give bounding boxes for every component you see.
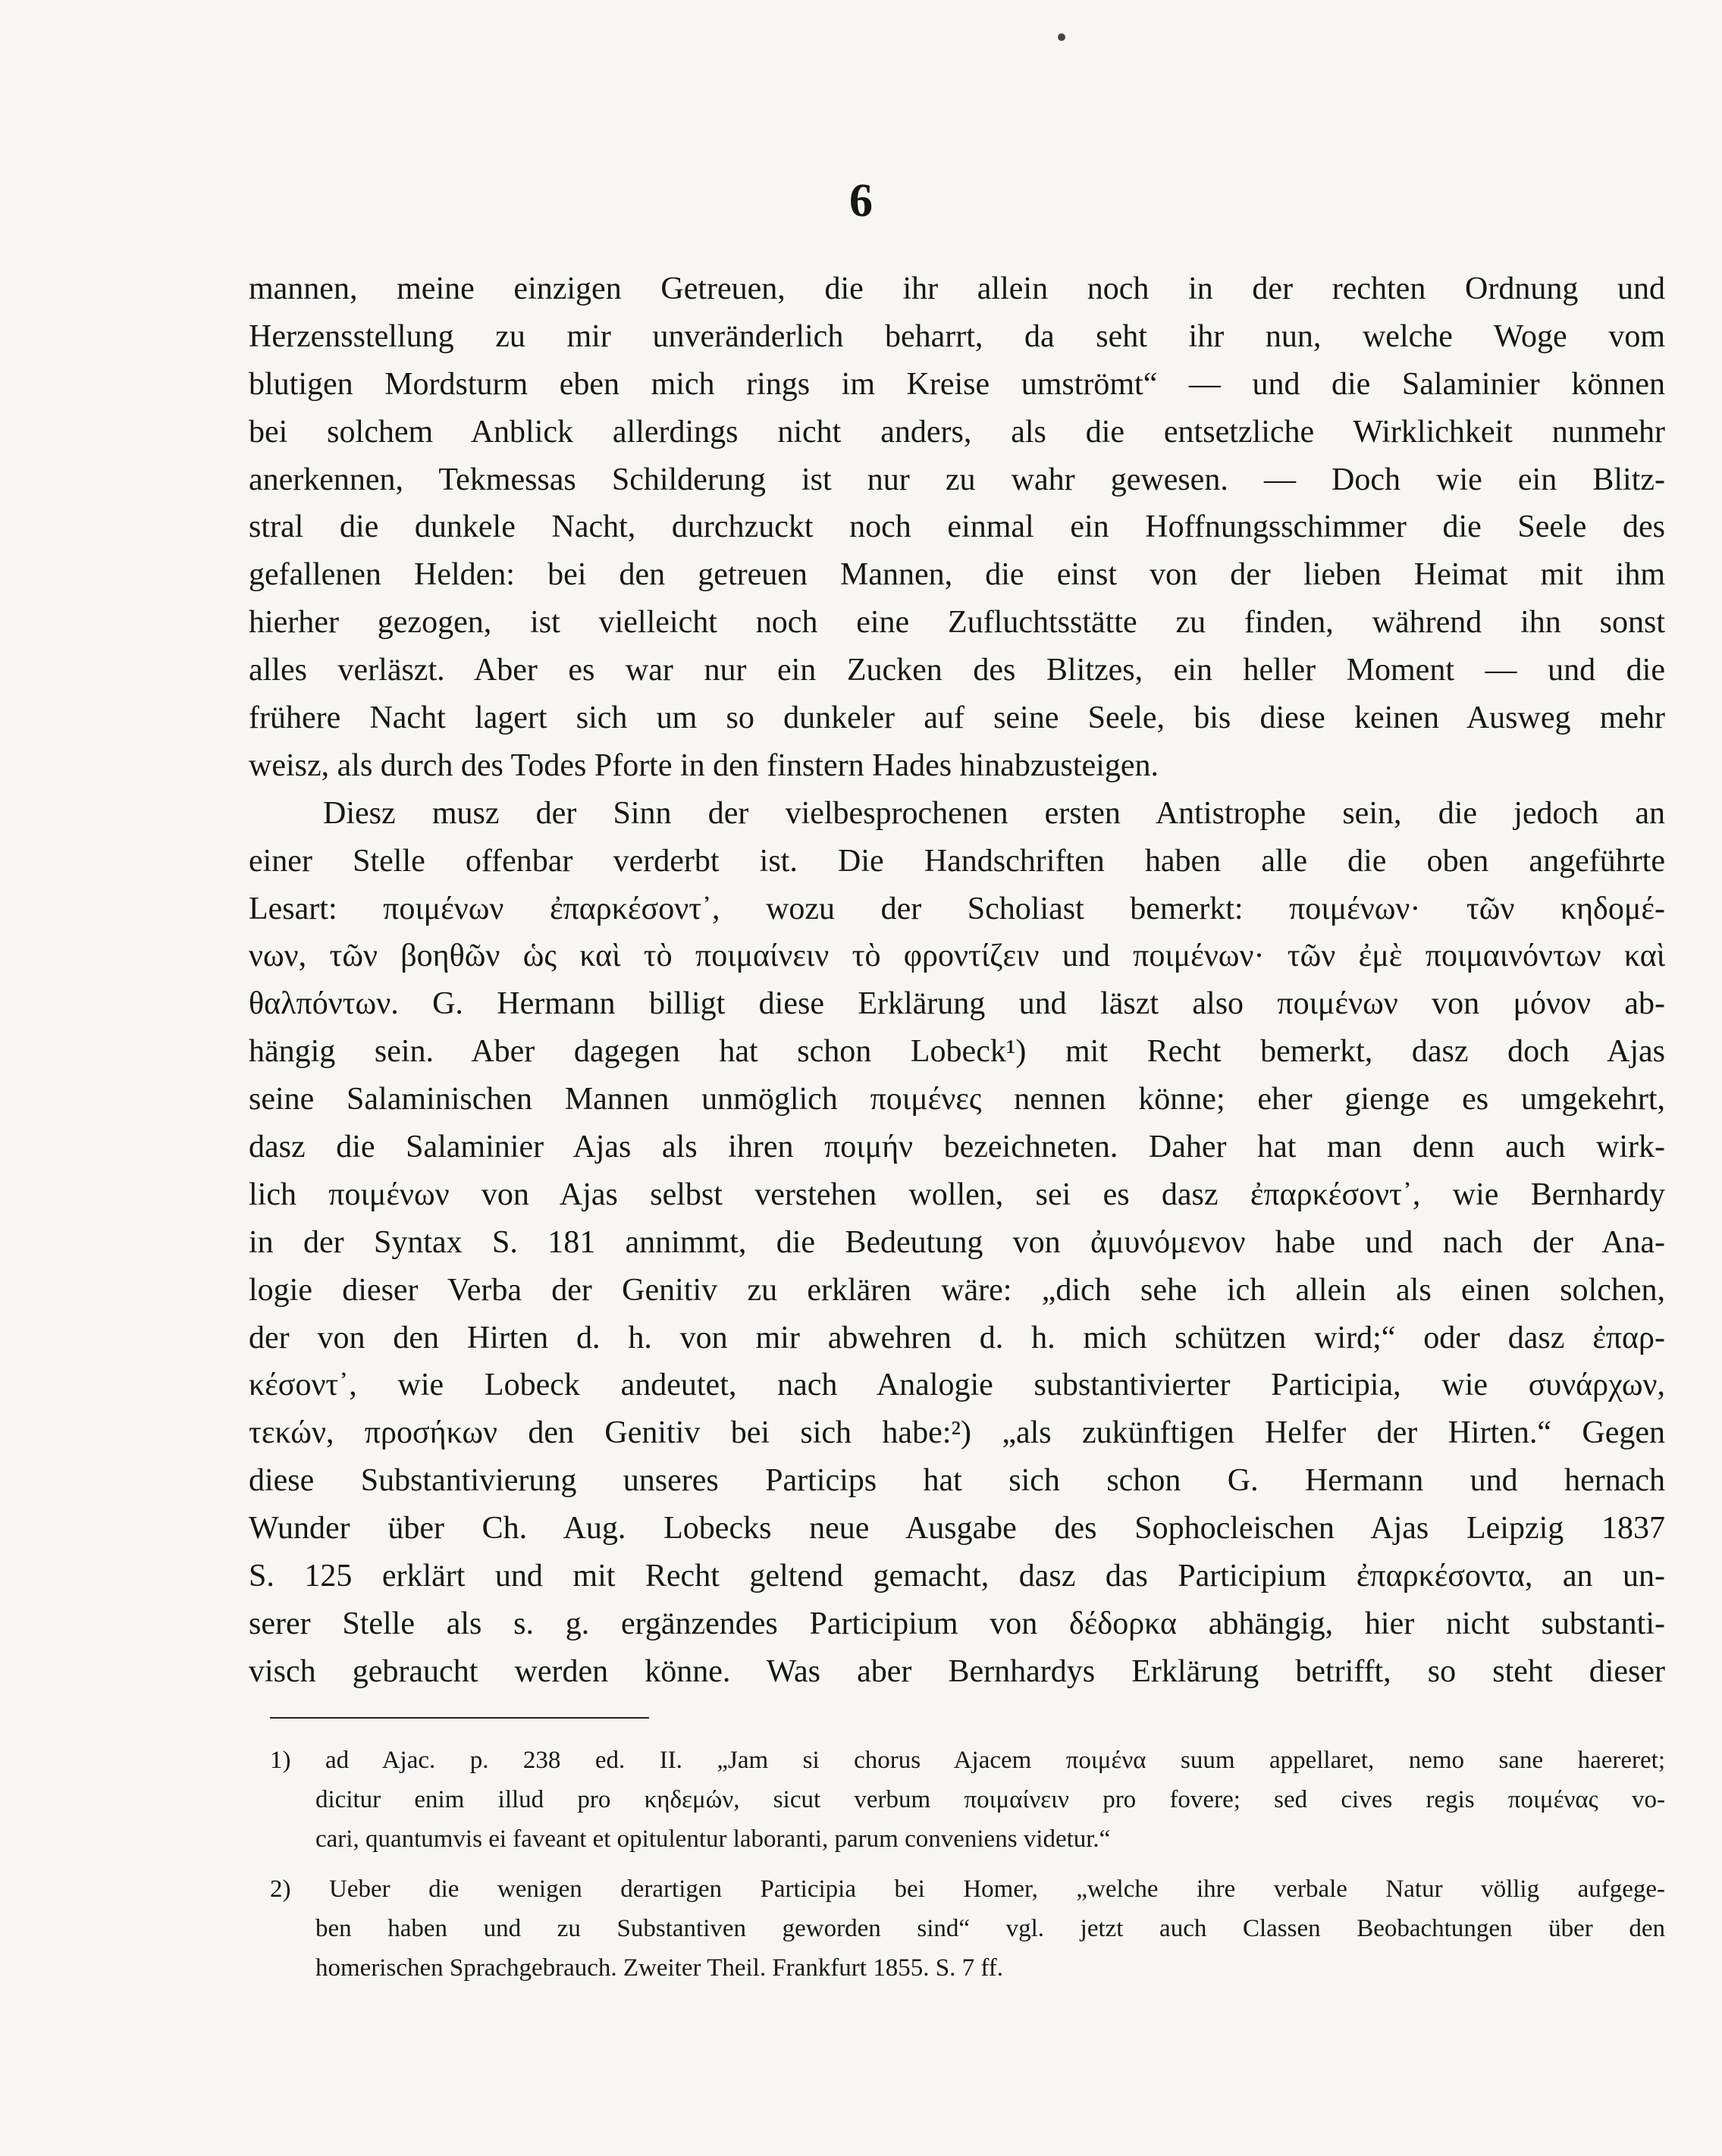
text-line: visch gebraucht werden könne. Was aber Bernhardys Erklärung betrifft, so steht dieser	[249, 1653, 1665, 1689]
footnote-1-line: cari, quantumvis ei faveant et opitulentur laboranti, parum conveniens videtur.“	[315, 1825, 1111, 1853]
text-line: hängig sein. Aber dagegen hat schon Lobeck¹) mit Recht bemerkt, dasz doch Ajas	[249, 1034, 1665, 1070]
text-line: serer Stelle als s. g. ergänzendes Participium von δέδορκα abhängig, hier nicht substanti-	[249, 1606, 1665, 1641]
text-line: gefallenen Helden: bei den getreuen Mannen, die einst von der lieben Heimat mit ihm	[249, 557, 1665, 593]
text-line: bei solchem Anblick allerdings nicht anders, als die entsetzliche Wirklichkeit nunmehr	[249, 414, 1665, 450]
text-line: einer Stelle offenbar verderbt ist. Die Handschriften haben alle die oben angeführte	[249, 843, 1665, 879]
text-line: in der Syntax S. 181 annimmt, die Bedeutung von ἀμυνόμενον habe und nach der Ana-	[249, 1224, 1665, 1260]
text-line: Wunder über Ch. Aug. Lobecks neue Ausgabe des Sophocleischen Ajas Leipzig 1837	[249, 1511, 1665, 1546]
text-line: logie dieser Verba der Genitiv zu erklären wäre: „dich sehe ich allein als einen solchen,	[249, 1272, 1665, 1308]
text-line: Herzensstellung zu mir unveränderlich beharrt, da seht ihr nun, welche Woge vom	[249, 318, 1665, 354]
text-line: blutigen Mordsturm eben mich rings im Kreise umströmt“ — und die Salaminier können	[249, 366, 1665, 402]
text-line: stral die dunkele Nacht, durchzuckt noch einmal ein Hoffnungsschimmer die Seele des	[249, 509, 1665, 545]
footnote-2-line: ben haben und zu Substantiven geworden sind“ vgl. jetzt auch Classen Beobachtungen über den	[315, 1915, 1665, 1942]
footnote-1-line: dicitur enim illud pro κηδεμών, sicut verbum ποιμαίνειν pro fovere; sed cives regis ποιμένας vo-	[315, 1786, 1665, 1813]
text-line: Lesart: ποιμένων ἐπαρκέσοντ᾽, wozu der Scholiast bemerkt: ποιμένων· τῶν κηδομέ-	[249, 891, 1665, 926]
text-line: νων, τῶν βοηθῶν ὡς καὶ τὸ ποιμαίνειν τὸ φροντίζειν und ποιμένων· τῶν ἐμὲ ποιμαινόντων καὶ	[249, 939, 1665, 974]
ink-speck	[1058, 33, 1065, 41]
page-number: 6	[849, 175, 873, 227]
text-line: mannen, meine einzigen Getreuen, die ihr allein noch in der rechten Ordnung und	[249, 271, 1665, 306]
text-line: der von den Hirten d. h. von mir abwehren d. h. mich schützen wird;“ oder dasz ἐπαρ-	[249, 1320, 1665, 1355]
footnotes	[270, 1741, 1665, 1988]
text-line: frühere Nacht lagert sich um so dunkeler auf seine Seele, bis diese keinen Ausweg mehr	[249, 700, 1665, 736]
text-line: Diesz musz der Sinn der vielbesprochenen ersten Antistrophe sein, die jedoch an	[323, 795, 1665, 831]
text-line: θαλπόντων. G. Hermann billigt diese Erklärung und läszt also ποιμένων von μόνον ab-	[249, 986, 1665, 1022]
text-line: diese Substantivierung unseres Particips hat sich schon G. Hermann und hernach	[249, 1463, 1665, 1499]
text-line: τεκών, προσήκων den Genitiv bei sich habe:²) „als zukünftigen Helfer der Hirten.“ Gegen	[249, 1415, 1665, 1451]
footnote-divider	[270, 1717, 649, 1719]
text-line: dasz die Salaminier Ajas als ihren ποιμήν bezeichneten. Daher hat man denn auch wirk-	[249, 1130, 1665, 1165]
footnote-1-line: 1) ad Ajac. p. 238 ed. II. „Jam si chorus Ajacem ποιμένα suum appellaret, nemo sane haereret;	[270, 1747, 1665, 1774]
text-line: lich ποιμένων von Ajas selbst verstehen wollen, sei es dasz ἐπαρκέσοντ᾽, wie Bernhardy	[249, 1177, 1665, 1212]
footnote-2-line: 2) Ueber die wenigen derartigen Participia bei Homer, „welche ihre verbale Natur völlig aufgege-	[270, 1876, 1665, 1903]
text-line: hierher gezogen, ist vielleicht noch eine Zufluchtsstätte zu finden, während ihn sonst	[249, 605, 1665, 641]
text-line: anerkennen, Tekmessas Schilderung ist nur zu wahr gewesen. — Doch wie ein Blitz-	[249, 462, 1665, 497]
text-line: weisz, als durch des Todes Pforte in den finstern Hades hinabzusteigen.	[249, 747, 1159, 783]
text-line: κέσοντ᾽, wie Lobeck andeutet, nach Analogie substantivierter Participia, wie συνάρχων,	[249, 1368, 1665, 1403]
text-line: seine Salaminischen Mannen unmöglich ποιμένες nennen könne; eher gienge es umgekehrt,	[249, 1082, 1665, 1117]
footnote-2-line: homerischen Sprachgebrauch. Zweiter Theil. Frankfurt 1855. S. 7 ff.	[315, 1954, 1003, 1982]
text-line: alles verläszt. Aber es war nur ein Zucken des Blitzes, ein heller Moment — und die	[249, 653, 1665, 688]
body-text	[249, 265, 1665, 1696]
text-line: S. 125 erklärt und mit Recht geltend gemacht, dasz das Participium ἐπαρκέσοντα, an un-	[249, 1559, 1665, 1594]
